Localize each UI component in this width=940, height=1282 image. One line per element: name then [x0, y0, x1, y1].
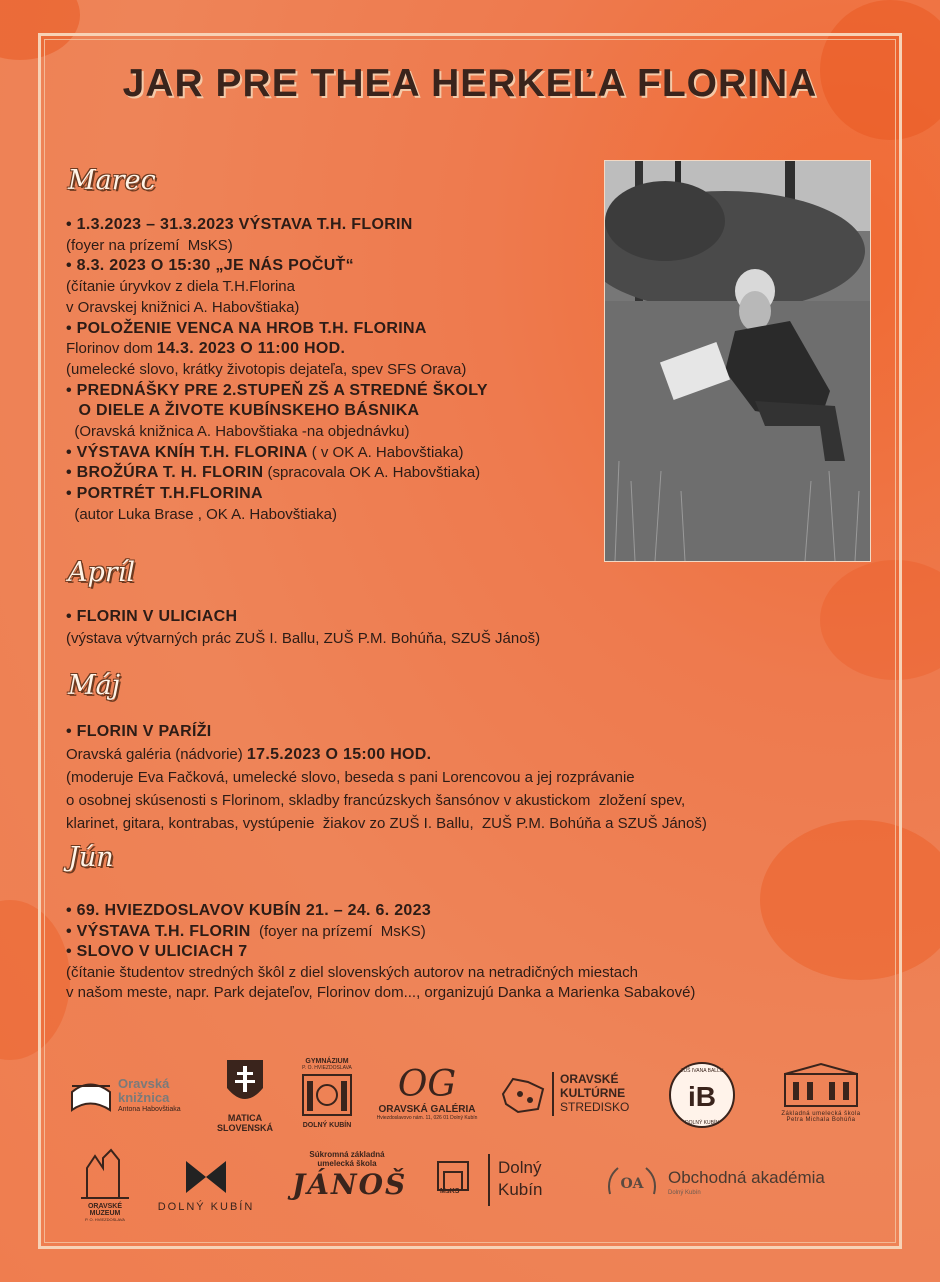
event-line [66, 401, 419, 421]
building-icon [299, 1071, 355, 1119]
event-detail: (moderuje Eva Fačková, umelecké slovo, beseda s pani Lorencovou a jej rozprávanie [66, 769, 635, 786]
event-detail: (spracovala OK A. Habovštiaka) [263, 464, 481, 482]
event-line [66, 298, 299, 318]
event-prefix: • [66, 943, 77, 960]
event-highlight: SLOVO V ULICIACH 7 [76, 943, 248, 960]
logo-zus-bohuna: Základná umelecká škola Petra Michala Bohúňa [766, 1062, 876, 1123]
event-line [66, 963, 638, 983]
event-line [66, 360, 466, 380]
event-highlight: 14.3. 2023 O 11:00 HOD. [156, 340, 346, 358]
event-detail: (výstava výtvarných prác ZUŠ I. Ballu, ZUŠ P.M. Bohúňa, SZUŠ Jánoš) [66, 630, 541, 647]
event-line [66, 505, 337, 525]
event-highlight: VÝSTAVA KNÍH T.H. FLORINA [76, 443, 308, 461]
logo-gymnazium: GYMNÁZIUM P. O. HVIEZDOSLAVA DOLNÝ KUBÍN [292, 1058, 362, 1129]
oa-monogram: OA [620, 1176, 644, 1192]
logo-zus-ballu [664, 1060, 740, 1133]
logo-dolny-kubin: DOLNÝ KUBÍN [156, 1156, 256, 1213]
event-prefix: Oravská galéria (nádvorie) [66, 746, 247, 763]
event-highlight: VÝSTAVA T.H. FLORIN [76, 922, 251, 940]
event-highlight: POLOŽENIE VENCA NA HROB T.H. FLORINA [76, 319, 427, 337]
event-line [66, 629, 540, 649]
badge-top-text: ZUŠ IVANA BALLU [680, 1068, 724, 1074]
event-line [66, 607, 237, 627]
logo-matica-slovenska: MATICA SLOVENSKÁ [210, 1058, 280, 1133]
building-icon [781, 1062, 861, 1108]
event-highlight: 1.3.2023 – 31.3.2023 VÝSTAVA T.H. FLORIN [76, 216, 413, 233]
event-line [66, 236, 233, 256]
shield-icon [225, 1058, 265, 1110]
logo-szus-janos: Súkromná základná umelecká škola JÁNOŠ [292, 1150, 408, 1201]
event-line [66, 256, 354, 276]
event-highlight: PORTRÉT T.H.FLORINA [76, 485, 263, 503]
event-detail: (čítanie úryvkov z diela T.H.Florina [66, 278, 295, 296]
event-highlight: 17.5.2023 O 15:00 HOD. [246, 746, 432, 763]
event-line [66, 339, 345, 359]
event-line [66, 381, 488, 401]
event-detail: o osobnej skúsenosti s Florinom, skladby francúzskych šansónov v akustickom zložení spev, [66, 792, 686, 809]
badge-icon [667, 1060, 737, 1130]
event-line [66, 745, 431, 765]
castle-icon [77, 1148, 133, 1200]
event-prefix: • [66, 257, 77, 275]
month-heading-june: Jún [68, 842, 114, 873]
event-line [66, 722, 212, 742]
logo-oravske-muzeum: ORAVSKÉ MÚZEUM P. O. HVIEZDOSLAVA [70, 1148, 140, 1222]
event-line [66, 484, 263, 504]
event-prefix: • [66, 464, 77, 482]
event-prefix: • [66, 443, 77, 461]
event-detail: klarinet, gitara, kontrabas, vystúpenie žiakov zo ZUŠ I. Ballu, ZUŠ P.M. Bohúňa a SZUŠ Jánoš) [66, 815, 707, 832]
svg-text:iB: iB [688, 1081, 716, 1112]
event-prefix: • [66, 608, 77, 625]
event-prefix: • [66, 216, 77, 233]
event-line [66, 277, 295, 297]
event-line [66, 922, 426, 942]
event-line [66, 791, 685, 811]
event-highlight: O DIELE A ŽIVOTE KUBÍNSKEHO BÁSNIKA [78, 402, 420, 420]
event-prefix: • [66, 485, 77, 503]
event-line [66, 983, 695, 1003]
event-line [66, 443, 463, 463]
event-line [66, 422, 410, 442]
event-prefix: • [66, 381, 77, 399]
event-line [66, 942, 247, 962]
event-highlight: 8.3. 2023 O 15:30 „JE NÁS POČUŤ“ [76, 257, 354, 275]
wreath-icon [604, 1164, 660, 1204]
event-prefix [66, 402, 79, 419]
book-icon [70, 1072, 112, 1114]
event-prefix: • [66, 319, 77, 337]
event-line [66, 768, 635, 788]
florin-photo [604, 160, 871, 562]
partner-logos: Oravská knižnica Antona Habovštiaka MATICA SLOVENSKÁ GYMNÁZIUM P. O. HVIEZDOSLAVA DOLNÝ KUBÍN OG ORAVSKÁ GALÉRIA Hviezdoslavovo nám. 11, 026 01 Dolný Kubín ORAVSKÉ KULTÚRNE STREDISKO iB ZUŠ IVANA BALLU DOLNÝ KUBÍN Základná umelecká škola Petra Michala Bohúňa ORAVSKÉ MÚZEUM P. O. HVIEZDOSLAVA DOLNÝ KUBÍN Súkromná základná umelecká škola JÁNOŠ MsKS Dolný Kubín OA Obchodná akadémia Dolný Kubín [60, 1058, 880, 1238]
event-detail: (čítanie študentov stredných škôl z diel slovenských autorov na netradičných miestach [66, 963, 638, 981]
map-icon [498, 1074, 548, 1114]
event-highlight: BROŽÚRA T. H. FLORIN [76, 464, 264, 482]
event-highlight: 69. HVIEZDOSLAVOV KUBÍN 21. – 24. 6. 2023 [76, 902, 432, 919]
event-detail: v Oravskej knižnici A. Habovštiaka) [66, 298, 300, 316]
event-line [66, 901, 431, 921]
event-detail: (foyer na prízemí MsKS) [250, 922, 426, 940]
event-prefix: Florinov dom [66, 340, 157, 358]
event-prefix: • [66, 723, 77, 740]
event-line [66, 814, 707, 834]
event-detail: v našom meste, napr. Park dejateľov, Florinov dom..., organizujú Danka a Marienka Sabakové) [66, 984, 696, 1001]
event-detail: (foyer na prízemí MsKS) [66, 236, 233, 254]
poster-title: JAR PRE THEA HERKEĽA FLORINA [122, 62, 818, 105]
month-heading-may: Máj [68, 670, 121, 701]
event-prefix: • [66, 902, 77, 919]
bowtie-icon [181, 1156, 231, 1198]
event-line [66, 463, 480, 483]
event-line [66, 215, 413, 235]
event-line [66, 319, 427, 339]
badge-bottom-text: DOLNÝ KUBÍN [685, 1120, 719, 1126]
event-prefix: • [66, 922, 77, 940]
event-highlight: FLORIN V ULICIACH [76, 608, 238, 625]
logo-oravska-galeria: OG ORAVSKÁ GALÉRIA Hviezdoslavovo nám. 11, 026 01 Dolný Kubín [376, 1064, 478, 1121]
event-detail: (autor Luka Brase , OK A. Habovštiaka) [74, 505, 337, 523]
month-heading-march: Marec [68, 165, 156, 196]
event-detail: ( v OK A. Habovštiaka) [307, 443, 464, 461]
event-detail: (umelecké slovo, krátky životopis dejateľa, spev SFS Orava) [66, 360, 467, 378]
photo-illustration [605, 161, 870, 561]
event-highlight: PREDNÁŠKY PRE 2.STUPEŇ ZŠ A STREDNÉ ŠKOLY [76, 381, 488, 399]
event-detail: (Oravská knižnica A. Habovštiaka -na objednávku) [74, 423, 410, 440]
event-highlight: FLORIN V PARÍŽI [76, 723, 212, 740]
month-heading-april: Apríl [68, 557, 135, 588]
